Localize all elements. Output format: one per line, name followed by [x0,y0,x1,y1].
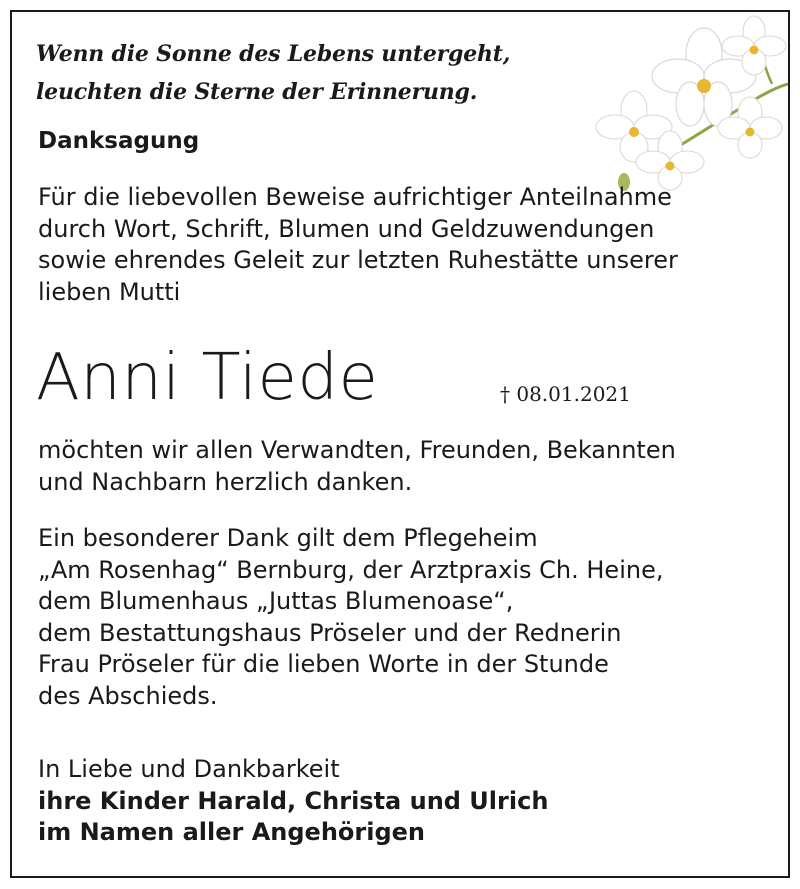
text-line: und Nachbarn herzlich danken. [38,467,413,496]
thanks-paragraph [38,435,676,498]
intro-paragraph [38,182,678,308]
motto-line: leuchten die Sterne der Erinnerung. [36,79,478,105]
signatories-note: im Namen aller Angehörigen [38,818,426,846]
deceased-name: Anni Tiede [36,341,379,415]
text-line: Für die liebevollen Beweise aufrichtiger Anteilnahme [38,183,672,211]
orchid-flower-icon [594,12,788,192]
text-line: durch Wort, Schrift, Blumen und Geldzuwendungen [38,214,655,243]
text-line: „Am Rosenhag“ Bernburg, der Arztpraxis Ch. Heine, [38,555,664,584]
text-line: Ein besonderer Dank gilt dem Pflegeheim [38,524,538,552]
motto-quote [36,35,510,111]
text-line: dem Blumenhaus „Juttas Blumenoase“, [38,587,514,615]
closing-line: In Liebe und Dankbarkeit [38,755,340,783]
text-line: des Abschieds. [38,681,218,710]
death-date: † 08.01.2021 [500,382,631,406]
closing-signature [38,754,548,849]
text-line: dem Bestattungshaus Pröseler und der Rednerin [38,618,622,647]
text-line: lieben Mutti [38,277,181,306]
text-line: Frau Pröseler für die lieben Worte in der Stunde [38,650,609,678]
signatories: ihre Kinder Harald, Christa und Ulrich [38,786,549,815]
text-line: sowie ehrendes Geleit zur letzten Ruhestätte unserer [38,246,678,274]
obituary-card [10,10,790,878]
heading-danksagung: Danksagung [38,128,200,154]
text-line: möchten wir allen Verwandten, Freunden, Bekannten [38,436,676,464]
motto-line: Wenn die Sonne des Lebens untergeht, [36,41,511,67]
special-thanks-paragraph [38,523,663,712]
